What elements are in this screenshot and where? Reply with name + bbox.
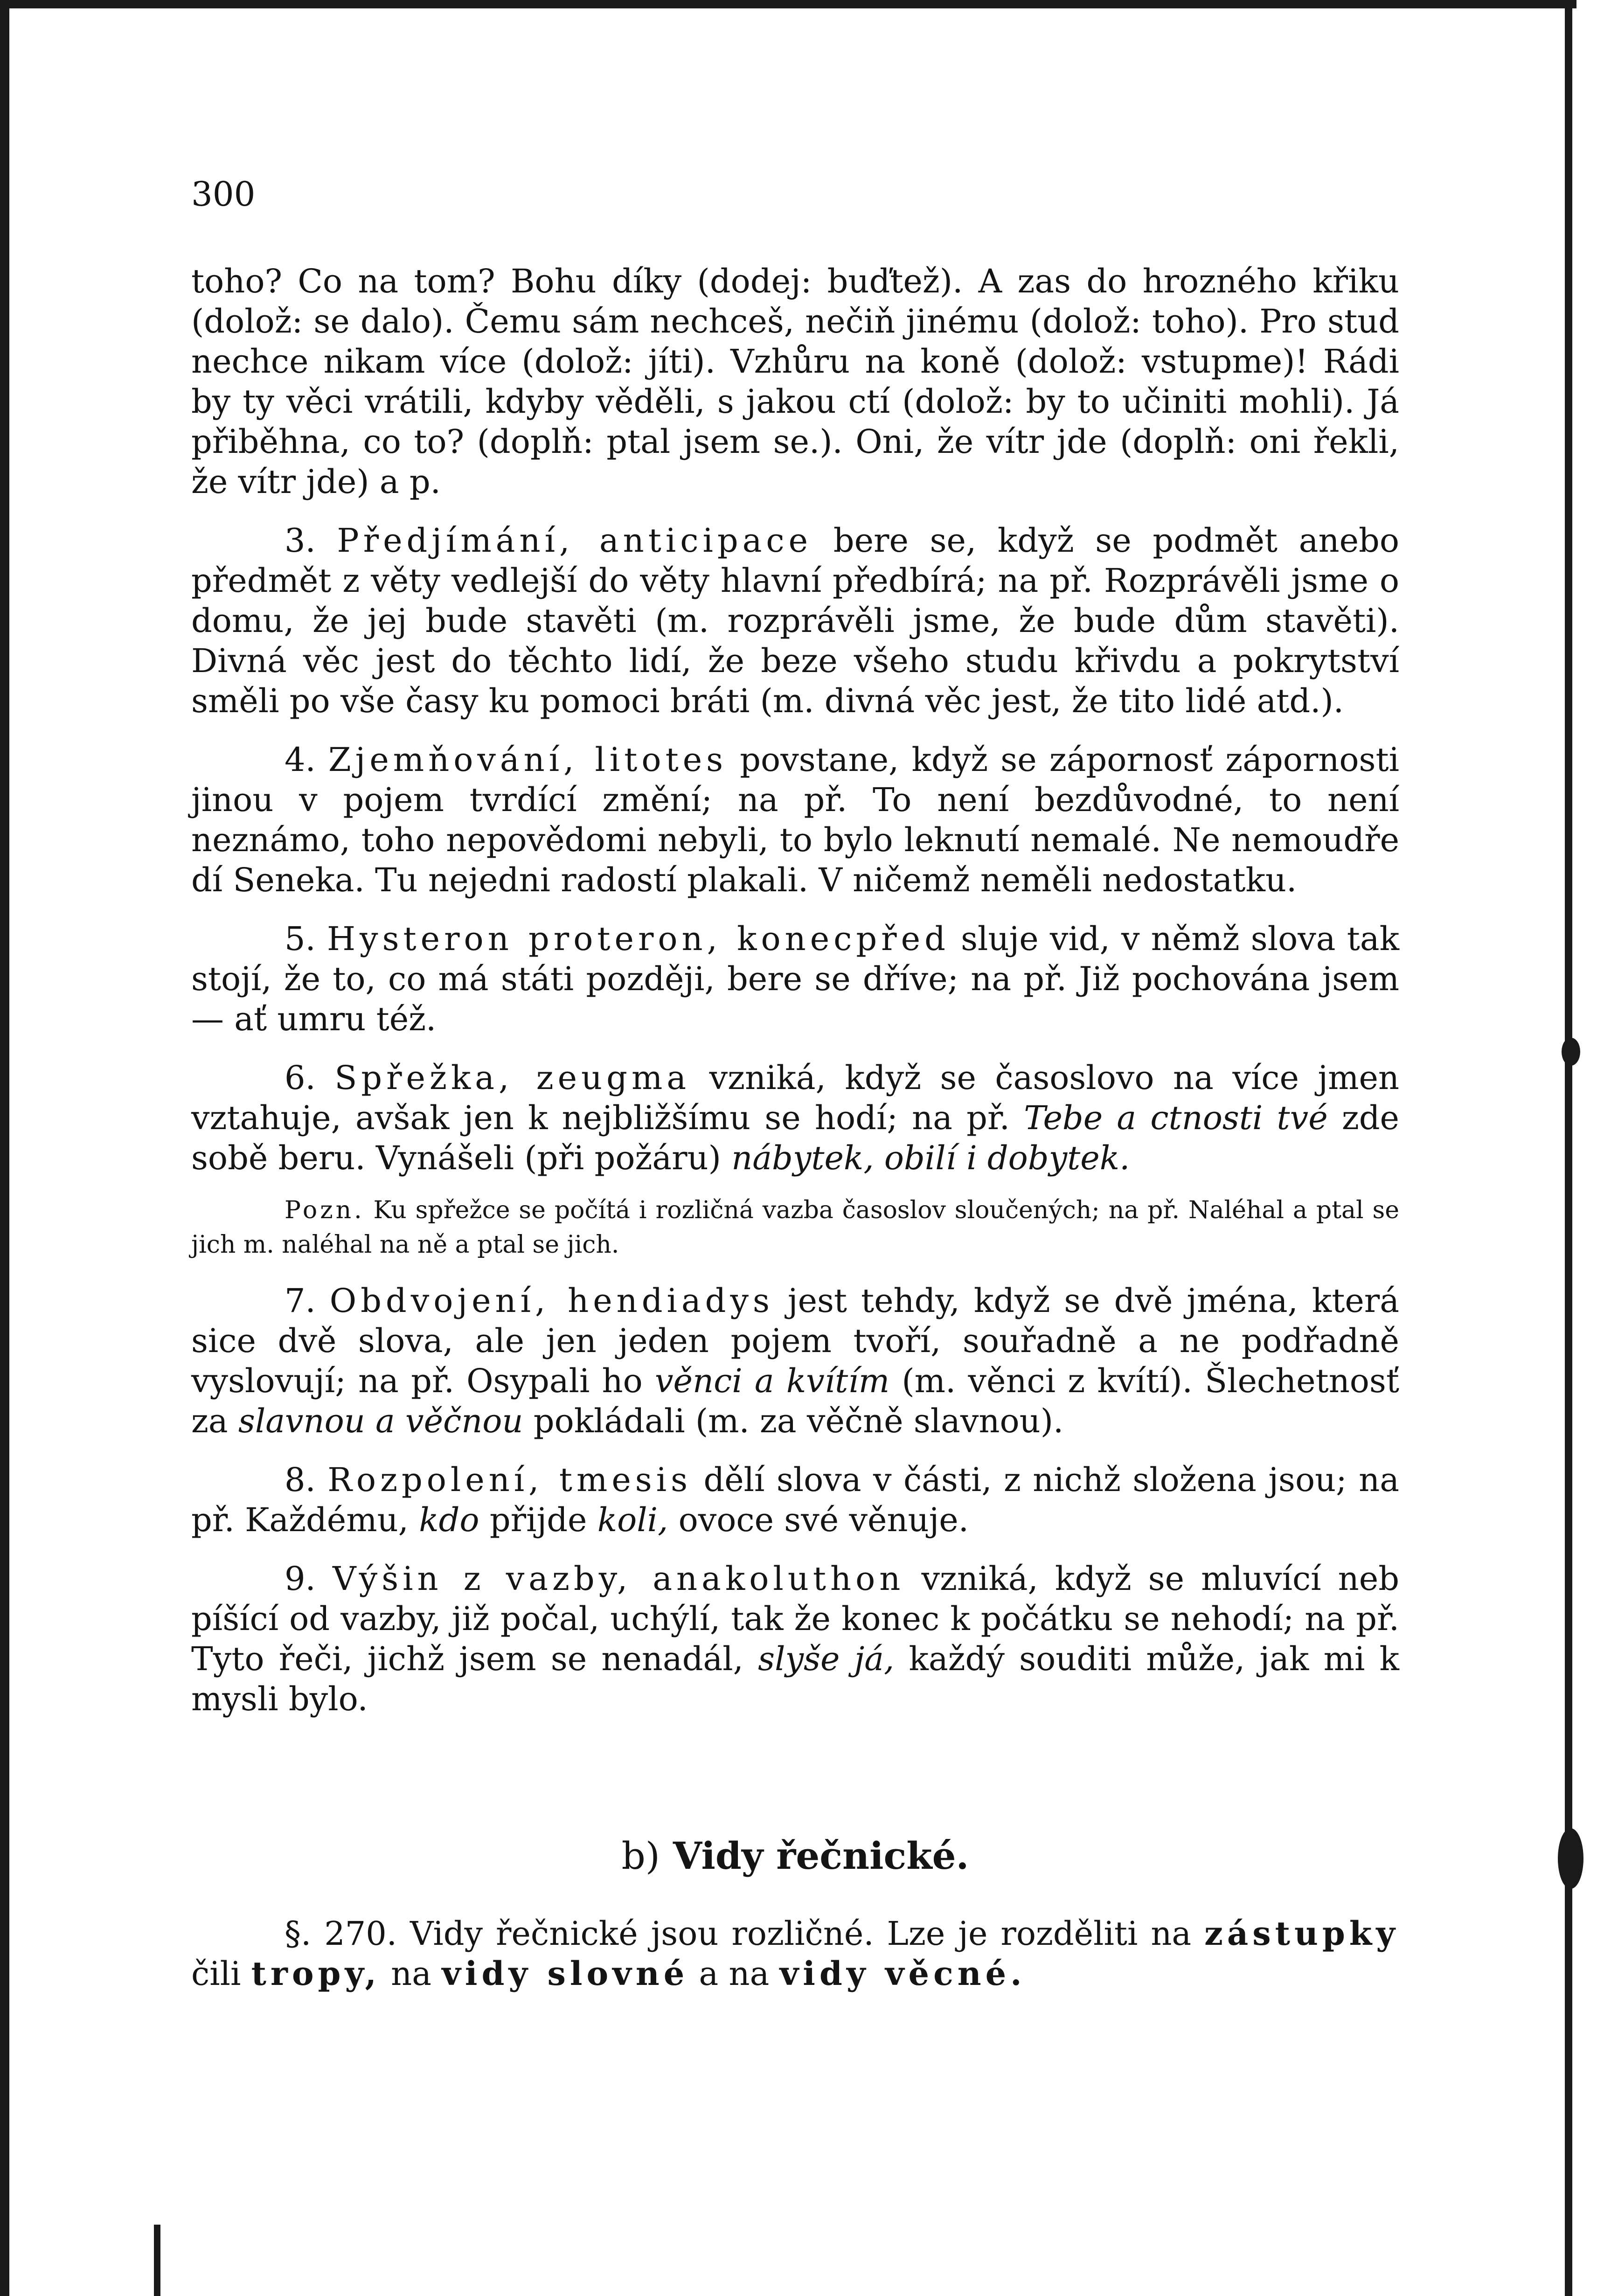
term: vidy věcné. bbox=[779, 1954, 1026, 1993]
example-italic: věnci a kvítím bbox=[655, 1362, 890, 1400]
paragraph-text: přijde bbox=[489, 1501, 587, 1539]
term: Předjímání, anticipace bbox=[337, 521, 812, 560]
paragraph-9-anakoluthon bbox=[191, 1559, 1399, 1719]
paragraph-text: dělí slova v části, z nichž složena jsou; na př. Každému, bbox=[191, 1461, 1399, 1539]
example-italic: nábytek, obilí i dobytek. bbox=[731, 1139, 1130, 1177]
example-italic: koli, bbox=[597, 1501, 668, 1539]
scan-border-left bbox=[0, 0, 9, 2296]
example-italic: slavnou a věčnou bbox=[238, 1402, 523, 1440]
term: Spřežka, zeugma bbox=[334, 1059, 691, 1097]
note-text: Ku spřežce se počítá i rozličná vazba časoslov sloučených; na př. Naléhal a ptal se jich m. naléhal na ně a ptal se jich. bbox=[191, 1196, 1399, 1259]
paragraph-5-hysteron-proteron bbox=[191, 919, 1399, 1039]
example-italic: slyše já, bbox=[758, 1640, 895, 1678]
paragraph-text: vzniká, když se časoslovo na více jmen vztahuje, avšak jen k nejbližšímu se hodí; na př. bbox=[191, 1059, 1399, 1137]
scan-border-top bbox=[0, 0, 1576, 8]
section-label: b) bbox=[621, 1834, 660, 1878]
paragraph-text: jest tehdy, když se dvě jména, která sice dvě slova, ale jen jeden pojem tvoří, souřadně a ne podřadně vyslovují; na př. Osypali ho bbox=[191, 1282, 1399, 1400]
paragraph-number: 3. bbox=[285, 521, 316, 560]
paragraph-text: na bbox=[391, 1955, 431, 1993]
term: Výšin z vazby, anakoluthon bbox=[332, 1560, 905, 1598]
paragraph-number: 8. bbox=[285, 1461, 316, 1499]
paragraph-text: bere se, když se podmět anebo předmět z věty vedlejší do věty hlavní předbírá; na př. Rozprávěli jsme o domu, že jej bude stavěti (m. rozprávěli jsme, že bude dům stavěti). Divná věc jest do těchto lidí, že beze všeho studu křivdu a pokrytství směli po vše časy ku pomoci bráti (m. divná věc jest, že tito lidé atd.). bbox=[191, 521, 1399, 720]
term: Obdvojení, hendiadys bbox=[329, 1282, 774, 1320]
term: tropy, bbox=[251, 1954, 381, 1993]
paragraph-text: toho? Co na tom? Bohu díky (dodej: buďtež). A zas do hrozného křiku (dolož: se dalo). Čemu sám nechceš, nečiň jinému (dolož: toho). Pro stud nechce nikam více (dolož: jíti). Vzhůru na koně (dolož: vstupme)! Rádi by ty věci vrátili, kdyby věděli, s jakou ctí (dolož: by to učiniti mohli). Já přiběhna, co to? (doplň: ptal jsem se.). Oni, že vítr jde (doplň: oni řekli, že vítr jde) a p. bbox=[191, 262, 1399, 501]
paragraph-text: čili bbox=[191, 1955, 241, 1993]
paragraph-text: ovoce své věnuje. bbox=[678, 1501, 969, 1539]
paragraph-text: každý souditi může, jak mi k mysli bylo. bbox=[191, 1640, 1399, 1718]
paragraph-intro bbox=[191, 261, 1399, 502]
paragraph-text: sluje vid, v němž slova tak stojí, že to, co má státi později, bere se dříve; na př. Již pochována jsem — ať umru též. bbox=[191, 920, 1399, 1038]
paragraph-text: (m. věnci z kvítí). Šlechetnosť za bbox=[191, 1362, 1399, 1440]
paragraph-text: zde sobě beru. Vynášeli (při požáru) bbox=[191, 1099, 1399, 1177]
body-text bbox=[191, 261, 1399, 1994]
paragraph-7-hendiadys bbox=[191, 1281, 1399, 1441]
paragraph-text: vzniká, když se mluvící neb píšící od vazby, již počal, uchýlí, tak že konec k počátku se nehodí; na př. Tyto řeči, jichž jsem se nenadál, bbox=[191, 1560, 1400, 1678]
paragraph-270 bbox=[191, 1914, 1399, 1994]
paragraph-text: povstane, když se zápornosť zápornosti jinou v pojem tvrdící změní; na př. To není bezdůvodné, to není neznámo, toho nepovědomi nebyli, to bylo leknutí nemalé. Ne nemoudře dí Seneka. Tu nejedni radostí plakali. V ničemž neměli nedostatku. bbox=[191, 741, 1399, 899]
footnote-pozn bbox=[191, 1193, 1399, 1262]
paragraph-number: 6. bbox=[285, 1059, 316, 1097]
section-heading bbox=[191, 1836, 1399, 1876]
paragraph-text: Vidy řečnické jsou rozličné. Lze je rozděliti na bbox=[410, 1914, 1192, 1953]
term: zástupky bbox=[1204, 1914, 1399, 1953]
section-title: Vidy řečnické. bbox=[673, 1834, 969, 1878]
term: Rozpolení, tmesis bbox=[327, 1461, 692, 1499]
page-number: 300 bbox=[191, 174, 256, 214]
note-label: Pozn. bbox=[285, 1196, 365, 1224]
paragraph-number: 4. bbox=[285, 741, 316, 779]
scan-mark-bottom bbox=[154, 2225, 160, 2296]
scan-spot bbox=[1562, 1038, 1580, 1066]
paragraph-4-litotes bbox=[191, 740, 1399, 900]
paragraph-text: pokládali (m. za věčně slavnou). bbox=[533, 1402, 1064, 1440]
paragraph-number: §. 270. bbox=[285, 1914, 397, 1953]
paragraph-number: 5. bbox=[285, 920, 316, 958]
example-italic: kdo bbox=[419, 1501, 479, 1539]
example-italic: Tebe a ctnosti tvé bbox=[1024, 1099, 1328, 1137]
term: Hysteron proteron, konecpřed bbox=[327, 920, 950, 958]
paragraph-text: a na bbox=[699, 1955, 770, 1993]
paragraph-3-anticipace bbox=[191, 520, 1399, 721]
scan-border-right bbox=[1565, 0, 1572, 2296]
paragraph-number: 7. bbox=[285, 1282, 316, 1320]
paragraph-number: 9. bbox=[285, 1560, 316, 1598]
term: vidy slovné bbox=[442, 1954, 689, 1993]
paragraph-8-tmesis bbox=[191, 1460, 1399, 1540]
scan-spot bbox=[1558, 1828, 1583, 1889]
term: Zjemňování, litotes bbox=[328, 741, 728, 779]
paragraph-6-zeugma bbox=[191, 1058, 1399, 1178]
